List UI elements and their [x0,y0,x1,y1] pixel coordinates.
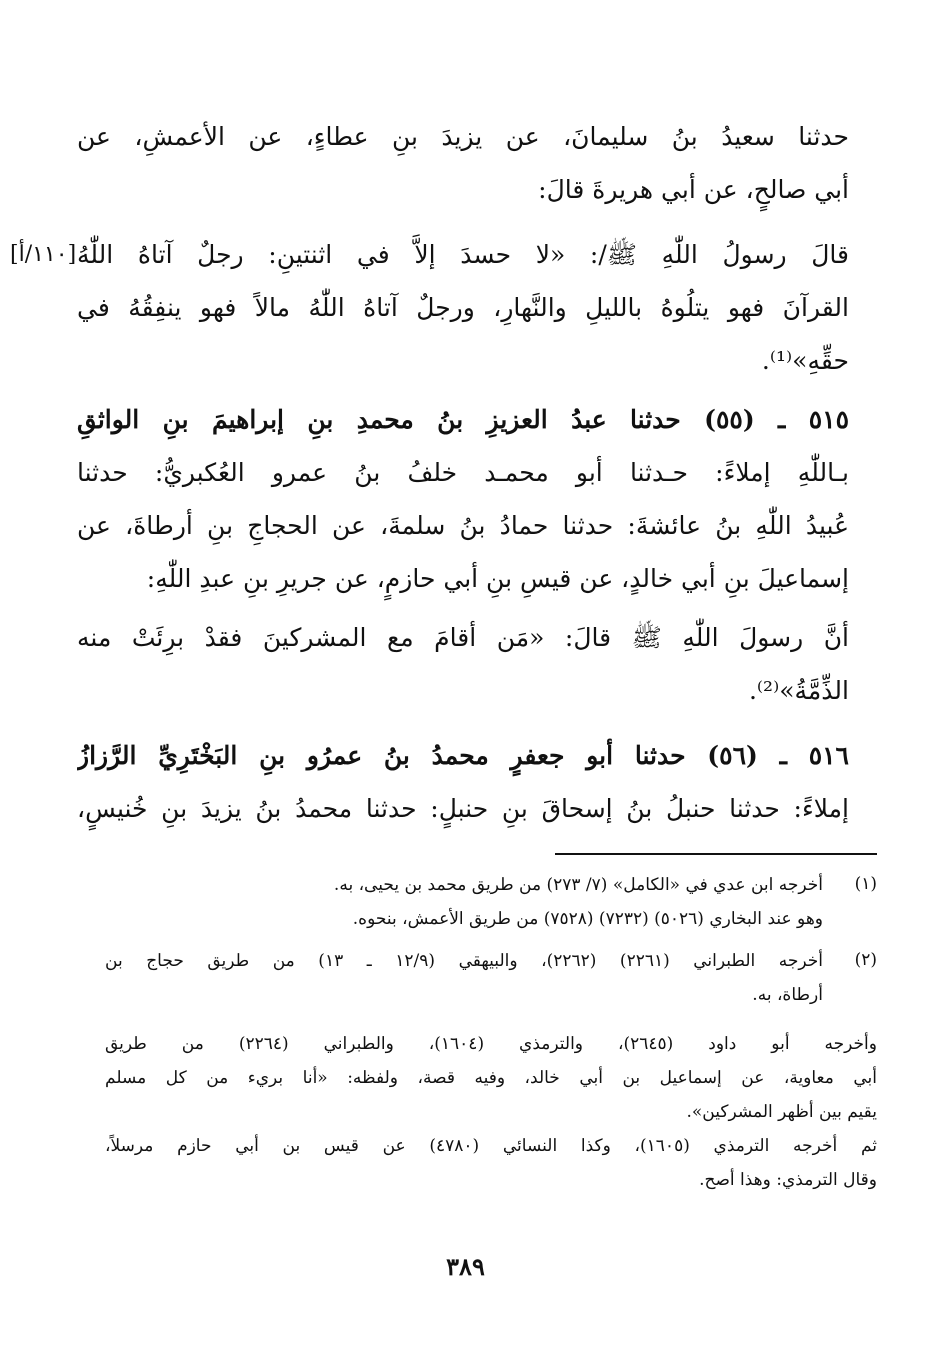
paragraph-hadith-516 [77,729,849,835]
text-line: ٥١٥ ـ (٥٥) حدثنا عبدُ العزيزِ بنُ محمدِ بنِ إبراهيمَ بنِ الواثقِ [77,405,849,434]
footnote-line: وأخرجه أبو داود (٢٦٤٥)، والترمذي (١٦٠٤)، والطبراني (٢٢٦٤) من طريق [105,1034,877,1054]
paragraph-hadith-1 [77,228,849,387]
text-line: القرآنَ فهو يتلُوهُ بالليلِ والنَّهارِ، ورجلٌ آتاهُ اللّٰهُ مالاً فهو ينفِقُهُ في [77,293,849,322]
text-line: أبي صالحٍ، عن أبي هريرةَ قالَ: [538,175,849,204]
text-line: حقِّهِ»⁽¹⁾. [761,346,849,375]
text-line: بـاللّٰهِ إملاءً: حـدثنا أبو محمـد خلفُ بنُ عمرو العُكبريُّ: حدثنا [77,458,849,487]
text-line: ٥١٦ ـ (٥٦) حدثنا أبو جعفرٍ محمدُ بنُ عمرُو بنِ البَخْتَرِيِّ الرَّزازُ [77,741,849,770]
text-line: عُبيدُ اللّٰهِ بنُ عائشةَ: حدثنا حمادُ بنُ سلمةَ، عن الحجاجِ بنِ أرطاةَ، عن [77,511,849,540]
footnote-separator [555,853,877,855]
paragraph-hadith-2 [77,611,849,717]
footnote-line: وقال الترمذي: وهذا أصح. [699,1170,877,1190]
text-line: قالَ رسولُ اللّٰهِ ﷺ/: «لا حسدَ إلاَّ في اثنتينِ: رجلٌ آتاهُ اللّٰهُ [77,240,849,269]
page-number: ٣٨٩ [446,1252,485,1281]
footnote-2-continuation [105,1027,877,1197]
text-line: حدثنا سعيدُ بنُ سليمانَ، عن يزيدَ بنِ عطاءٍ، عن الأعمشِ، عن [77,122,849,151]
text-line: إملاءً: حدثنا حنبلُ بنُ إسحاقَ بنِ حنبلٍ: حدثنا محمدُ بنُ يزيدَ بنِ خُنيسٍ، [77,794,849,823]
footnote-number: (١) [854,874,877,894]
paragraph-hadith-515 [77,393,849,605]
footnote-line: أرطاة، به. [752,985,823,1005]
footnote-line: ثم أخرجه الترمذي (١٦٠٥)، وكذا النسائي (٤٧٨٠) عن قيس بن أبي حازم مرسلاً، [105,1136,877,1156]
manuscript-folio-reference: [١١٠/أ] [10,242,77,267]
text-line: الذِّمَّةُ»⁽²⁾. [748,676,849,705]
text-line: أنَّ رسولَ اللّٰهِ ﷺ قالَ: «مَن أقامَ مع المشركينَ فقدْ برِئَتْ منه [77,623,849,652]
text-line: إسماعيلَ بنِ أبي خالدٍ، عن قيسِ بنِ أبي حازمٍ، عن جريرِ بنِ عبدِ اللّٰهِ: [146,564,849,593]
footnote-line: أخرجه الطبراني (٢٢٦١) (٢٢٦٢)، والبيهقي (١٢/٩ ـ ١٣) من طريق حجاج بن [105,951,823,971]
footnote-line: أبي معاوية، عن إسماعيل بن أبي خالد، وفيه قصة، ولفظه: «أنا بريء من كل مسلم [105,1068,877,1088]
paragraph-isnad-1 [77,110,849,216]
footnote-line: يقيم بين أظهر المشركين». [686,1102,877,1122]
footnote-2 [105,944,877,1012]
footnote-line: وهو عند البخاري (٥٠٢٦) (٧٢٣٢) (٧٥٢٨) من طريق الأعمش، بنحوه. [352,909,823,929]
footnote-number: (٢) [854,950,877,970]
footnote-1 [105,868,877,936]
footnote-line: أخرجه ابن عدي في «الكامل» (٧/ ٢٧٣) من طريق محمد بن يحيى، به. [333,875,823,895]
footnotes [105,868,877,1012]
